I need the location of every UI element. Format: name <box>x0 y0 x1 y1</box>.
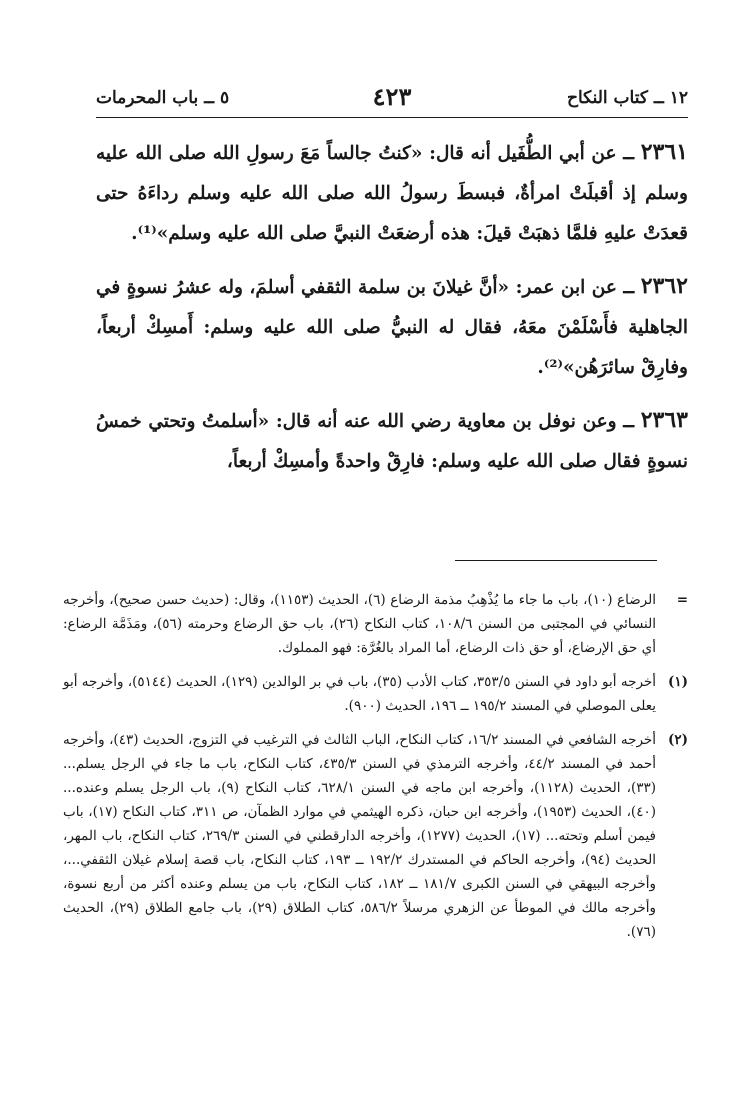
footnote-mark: (٢) <box>667 732 688 748</box>
header-chapter-title: ٥ ــ باب المحرمات <box>96 88 230 108</box>
page-number: ٤٢٣ <box>372 82 412 111</box>
footnote-1 <box>63 670 688 718</box>
header-book-title: ١٢ ــ كتاب النكاح <box>567 88 688 108</box>
footnote-text: الرضاع (١٠)، باب ما جاء ما يُذْهِبُ مذمة الرضاع (٦)، الحديث (١١٥٣)، وقال: (حديث حسن صحيح)، وأخرجه النسائي في المجتبى من السنن ١٠٨/٦، كتاب النكاح (٢٦)، باب حق الرضاع وحرمته (٥٦)، ومَذَمَّة الرضاع: أي حق الإرضاع، أو حق ذات الرضاع، أما المراد بالغُرَّة: فهو المملوك. <box>63 592 656 656</box>
footnote-separator <box>455 560 657 561</box>
hadith-number: ٢٣٦١ <box>640 139 688 165</box>
footnotes <box>63 588 688 954</box>
footnote-2 <box>63 728 688 944</box>
header-rule <box>96 117 688 118</box>
hadith-text: ــ عن ابن عمر: «أنَّ غيلانَ بن سلمة الثقفي أسلمَ، وله عشرُ نسوةٍ في الجاهلية فأَسْلَمْنَ معَهُ، فقال له النبيُّ صلى الله عليه وسلم: أَمسِكْ أربعاً، وفارِقْ سائرَهُن»⁽²⁾. <box>96 277 688 378</box>
hadith-number: ٢٣٦٢ <box>640 273 688 299</box>
running-header <box>96 82 688 116</box>
footnote-continuation <box>63 588 688 660</box>
footnote-mark: (١) <box>667 674 688 690</box>
hadith-text: ــ عن أبي الطُّفَيل أنه قال: «كنتُ جالساً مَعَ رسولِ الله صلى الله عليه وسلم إذ أقبلَتْ امرأةٌ، فبسطَ رسولُ الله صلى الله عليه وسلم رداءَهُ حتى قعدَتْ عليهِ فلمَّا ذهبَتْ قيلَ: هذه أرضعَتْ النبيَّ صلى الله عليه وسلم»⁽¹⁾. <box>96 143 688 244</box>
hadith-text: ــ وعن نوفل بن معاوية رضي الله عنه أنه قال: «أسلمتُ وتحتي خمسُ نسوةٍ فقال صلى الله عليه وسلم: فارِقْ واحدةً وأمسِكْ أربعاً، <box>96 411 688 472</box>
hadith-paragraph <box>96 400 688 482</box>
footnote-mark: = <box>676 592 688 608</box>
hadith-number: ٢٣٦٣ <box>640 407 688 433</box>
hadith-paragraph <box>96 266 688 388</box>
main-text <box>96 132 688 494</box>
footnote-text: أخرجه الشافعي في المسند ١٦/٢، كتاب النكاح، الباب الثالث في الترغيب في التزوج، الحديث (٤٣)، وأخرجه أحمد في المسند ٤٤/٢، وأخرجه الترمذي في السنن ٤٣٥/٣، كتاب النكاح، باب ما جاء في الرجل يسلم... (٣٣)، الحديث (١١٢٨)، وأخرجه ابن ماجه في السنن ٦٢٨/١، كتاب النكاح (٩)، باب الرجل يسلم وعنده... (٤٠)، الحديث (١٩٥٣)، وأخرجه ابن حبان، ذكره الهيثمي في موارد الظمآن، ص ٣١١، كتاب النكاح (١٧)، باب فيمن أسلم وتحته... (١٧)، الحديث (١٢٧٧)، وأخرجه الدارقطني في السنن ٢٦٩/٣، كتاب النكاح، باب المهر، الحديث (٩٤)، وأخرجه الحاكم في المستدرك ١٩٢/٢ ــ ١٩٣، كتاب النكاح، باب قصة إسلام غيلان الثقفي...، وأخرجه البيهقي في السنن الكبرى ١٨١/٧ ــ ١٨٢، كتاب النكاح، باب من يسلم وعنده أكثر من أربع نسوة، وأخرجه مالك في الموطأ عن الزهري مرسلاً ٥٨٦/٢، كتاب الطلاق (٢٩)، باب جامع الطلاق (٢٩)، الحديث (٧٦). <box>63 732 657 940</box>
footnote-text: أخرجه أبو داود في السنن ٣٥٣/٥، كتاب الأدب (٣٥)، باب في بر الوالدين (١٢٩)، الحديث (٥١٤٤)، وأخرجه أبو يعلى الموصلي في المسند ١٩٥/٢ ــ ١٩٦، الحديث (٩٠٠). <box>63 674 656 714</box>
hadith-paragraph <box>96 132 688 254</box>
